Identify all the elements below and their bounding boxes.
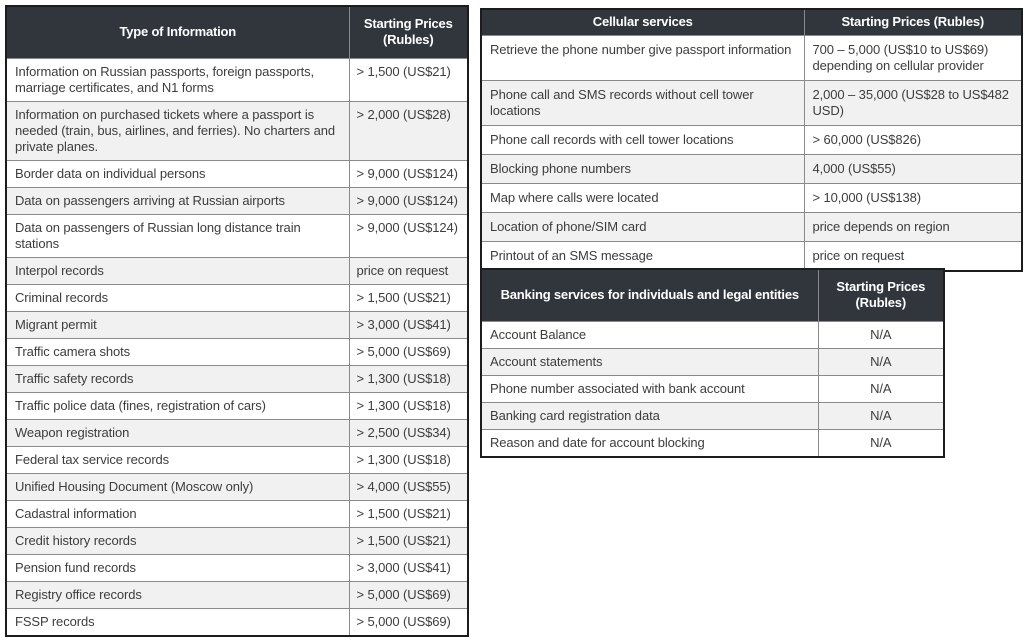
price-cell: > 3,000 (US$41) xyxy=(349,311,468,338)
price-cell: 700 – 5,000 (US$10 to US$69) depending on cellular provider xyxy=(804,35,1022,80)
price-cell: > 1,300 (US$18) xyxy=(349,365,468,392)
table-row xyxy=(6,214,468,257)
table-row xyxy=(481,348,944,375)
table-row xyxy=(6,365,468,392)
service-label-cell: Federal tax service records xyxy=(6,446,349,473)
table-row xyxy=(6,419,468,446)
service-label-cell: Reason and date for account blocking xyxy=(481,429,818,457)
price-cell: N/A xyxy=(818,348,944,375)
table-row xyxy=(6,58,468,101)
service-label-cell: Traffic police data (fines, registration of cars) xyxy=(6,392,349,419)
table-row xyxy=(481,321,944,348)
table-body xyxy=(481,35,1022,271)
price-cell: > 1,500 (US$21) xyxy=(349,500,468,527)
service-label-cell: Criminal records xyxy=(6,284,349,311)
price-cell: 4,000 (US$55) xyxy=(804,154,1022,183)
service-label-cell: Data on passengers arriving at Russian airports xyxy=(6,187,349,214)
service-label-cell: Data on passengers of Russian long distance train stations xyxy=(6,214,349,257)
table-row xyxy=(481,429,944,457)
price-cell: N/A xyxy=(818,429,944,457)
service-label-cell: Phone number associated with bank account xyxy=(481,375,818,402)
column-header-type-of-information: Type of Information xyxy=(6,6,349,58)
service-label-cell: Printout of an SMS message xyxy=(481,241,804,271)
table-row xyxy=(6,527,468,554)
service-label-cell: Weapon registration xyxy=(6,419,349,446)
table-row xyxy=(6,311,468,338)
price-cell: N/A xyxy=(818,375,944,402)
header-row xyxy=(6,6,468,58)
column-header-starting-prices: Starting Prices (Rubles) xyxy=(349,6,468,58)
price-cell: > 9,000 (US$124) xyxy=(349,160,468,187)
cellular-services-table xyxy=(480,8,1023,272)
table-row xyxy=(6,608,468,636)
price-cell: price on request xyxy=(804,241,1022,271)
service-label-cell: Credit history records xyxy=(6,527,349,554)
table-row xyxy=(6,101,468,160)
service-label-cell: Cadastral information xyxy=(6,500,349,527)
column-header-banking-services: Banking services for individuals and legal entities xyxy=(481,269,818,321)
service-label-cell: Information on purchased tickets where a passport is needed (train, bus, airlines, and ferries). No charters and private planes. xyxy=(6,101,349,160)
price-cell: > 5,000 (US$69) xyxy=(349,608,468,636)
table-row xyxy=(6,554,468,581)
table-row xyxy=(6,284,468,311)
header-row xyxy=(481,269,944,321)
price-cell: > 10,000 (US$138) xyxy=(804,183,1022,212)
table-row xyxy=(6,160,468,187)
table-row xyxy=(481,241,1022,271)
service-label-cell: Account statements xyxy=(481,348,818,375)
price-cell: N/A xyxy=(818,402,944,429)
table-row xyxy=(481,80,1022,125)
column-header-cellular-services: Cellular services xyxy=(481,9,804,35)
price-cell: > 1,300 (US$18) xyxy=(349,446,468,473)
price-cell: > 5,000 (US$69) xyxy=(349,581,468,608)
service-label-cell: Traffic safety records xyxy=(6,365,349,392)
service-label-cell: Unified Housing Document (Moscow only) xyxy=(6,473,349,500)
table-header xyxy=(6,6,468,58)
table-row xyxy=(6,473,468,500)
price-cell: > 5,000 (US$69) xyxy=(349,338,468,365)
table-row xyxy=(481,402,944,429)
service-label-cell: Interpol records xyxy=(6,257,349,284)
service-label-cell: Retrieve the phone number give passport information xyxy=(481,35,804,80)
service-label-cell: Information on Russian passports, foreign passports, marriage certificates, and N1 forms xyxy=(6,58,349,101)
price-cell: > 3,000 (US$41) xyxy=(349,554,468,581)
table-row xyxy=(6,392,468,419)
service-label-cell: Account Balance xyxy=(481,321,818,348)
information-prices-table xyxy=(5,5,469,637)
service-label-cell: FSSP records xyxy=(6,608,349,636)
column-header-starting-prices: Starting Prices (Rubles) xyxy=(804,9,1022,35)
service-label-cell: Banking card registration data xyxy=(481,402,818,429)
price-cell: > 9,000 (US$124) xyxy=(349,214,468,257)
price-cell: price depends on region xyxy=(804,212,1022,241)
price-cell: > 9,000 (US$124) xyxy=(349,187,468,214)
table-row xyxy=(481,212,1022,241)
service-label-cell: Registry office records xyxy=(6,581,349,608)
table-row xyxy=(6,581,468,608)
service-label-cell: Migrant permit xyxy=(6,311,349,338)
table-row xyxy=(6,338,468,365)
price-cell: > 1,300 (US$18) xyxy=(349,392,468,419)
table-row xyxy=(6,446,468,473)
table-row xyxy=(481,183,1022,212)
service-label-cell: Pension fund records xyxy=(6,554,349,581)
table-body xyxy=(6,58,468,636)
table-row xyxy=(6,500,468,527)
service-label-cell: Location of phone/SIM card xyxy=(481,212,804,241)
price-cell: > 4,000 (US$55) xyxy=(349,473,468,500)
price-cell: > 1,500 (US$21) xyxy=(349,527,468,554)
table-body xyxy=(481,321,944,457)
table-row xyxy=(6,187,468,214)
header-row xyxy=(481,9,1022,35)
service-label-cell: Phone call and SMS records without cell tower locations xyxy=(481,80,804,125)
service-label-cell: Phone call records with cell tower locations xyxy=(481,125,804,154)
price-cell: > 60,000 (US$826) xyxy=(804,125,1022,154)
price-cell: price on request xyxy=(349,257,468,284)
service-label-cell: Map where calls were located xyxy=(481,183,804,212)
service-label-cell: Blocking phone numbers xyxy=(481,154,804,183)
table-row xyxy=(481,35,1022,80)
table-row xyxy=(481,125,1022,154)
price-cell: > 1,500 (US$21) xyxy=(349,284,468,311)
column-header-starting-prices: Starting Prices (Rubles) xyxy=(818,269,944,321)
table-row xyxy=(481,154,1022,183)
banking-services-table xyxy=(480,268,945,458)
service-label-cell: Traffic camera shots xyxy=(6,338,349,365)
price-cell: > 2,500 (US$34) xyxy=(349,419,468,446)
service-label-cell: Border data on individual persons xyxy=(6,160,349,187)
table-row xyxy=(481,375,944,402)
price-cell: N/A xyxy=(818,321,944,348)
price-cell: > 1,500 (US$21) xyxy=(349,58,468,101)
table-row xyxy=(6,257,468,284)
price-cell: > 2,000 (US$28) xyxy=(349,101,468,160)
table-header xyxy=(481,9,1022,35)
table-header xyxy=(481,269,944,321)
price-cell: 2,000 – 35,000 (US$28 to US$482 USD) xyxy=(804,80,1022,125)
